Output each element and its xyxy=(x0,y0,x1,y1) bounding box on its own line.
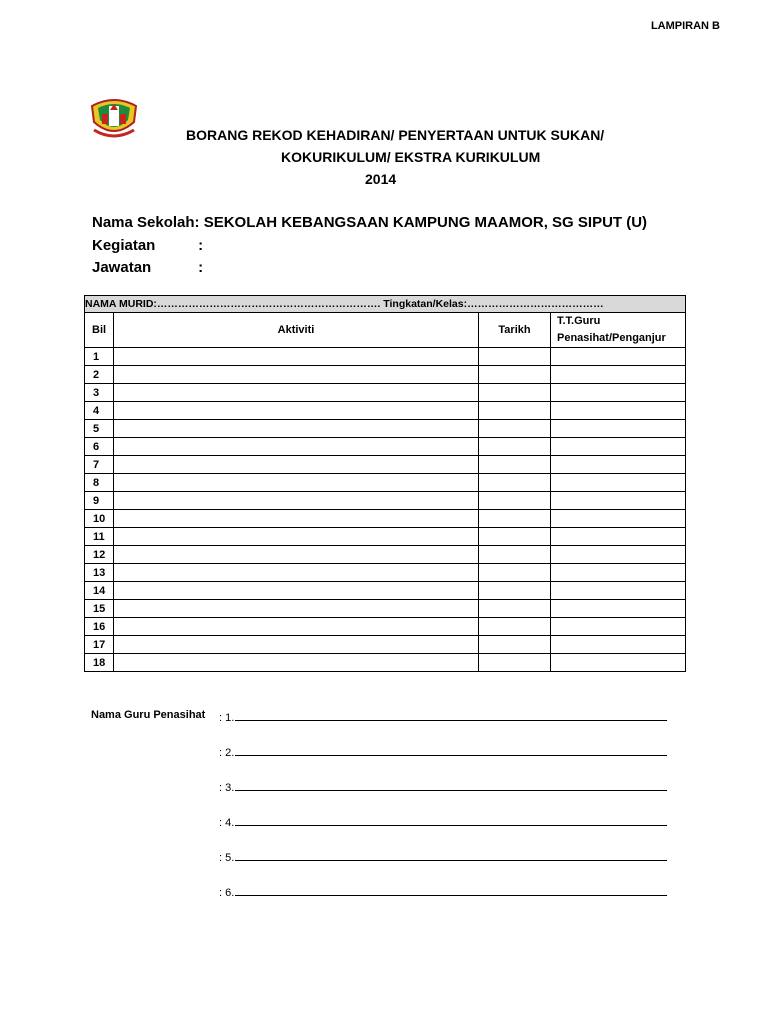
row-number: 13 xyxy=(85,564,114,582)
tt-guru-cell[interactable] xyxy=(551,528,686,546)
table-row xyxy=(85,600,686,618)
aktiviti-cell[interactable] xyxy=(114,510,479,528)
tt-guru-cell[interactable] xyxy=(551,456,686,474)
aktiviti-cell[interactable] xyxy=(114,420,479,438)
tarikh-cell[interactable] xyxy=(479,510,551,528)
row-number: 16 xyxy=(85,618,114,636)
aktiviti-cell[interactable] xyxy=(114,582,479,600)
row-number: 10 xyxy=(85,510,114,528)
table-row xyxy=(85,636,686,654)
guru-line[interactable] xyxy=(219,709,667,724)
kegiatan-row xyxy=(92,237,203,254)
attendance-record-table xyxy=(84,295,686,672)
row-number: 14 xyxy=(85,582,114,600)
row-number: 7 xyxy=(85,456,114,474)
table-row xyxy=(85,456,686,474)
tt-guru-cell[interactable] xyxy=(551,582,686,600)
tt-guru-cell[interactable] xyxy=(551,420,686,438)
tt-guru-cell[interactable] xyxy=(551,564,686,582)
table-row xyxy=(85,474,686,492)
table-body xyxy=(85,348,686,672)
tarikh-cell[interactable] xyxy=(479,456,551,474)
lampiran-label: LAMPIRAN B xyxy=(650,20,720,32)
jawatan-row xyxy=(92,259,203,276)
tt-guru-line-1: T.T.Guru xyxy=(557,315,601,327)
tarikh-cell[interactable] xyxy=(479,474,551,492)
tt-guru-cell[interactable] xyxy=(551,402,686,420)
table-row xyxy=(85,510,686,528)
guru-name-underline[interactable] xyxy=(235,779,667,791)
tt-guru-cell[interactable] xyxy=(551,438,686,456)
guru-name-underline[interactable] xyxy=(235,849,667,861)
table-row xyxy=(85,438,686,456)
school-name-row xyxy=(92,214,647,231)
table-row xyxy=(85,492,686,510)
column-header-tarikh: Tarikh xyxy=(479,313,551,348)
aktiviti-cell[interactable] xyxy=(114,636,479,654)
tarikh-cell[interactable] xyxy=(479,438,551,456)
tarikh-cell[interactable] xyxy=(479,348,551,366)
tarikh-cell[interactable] xyxy=(479,528,551,546)
table-row xyxy=(85,348,686,366)
kegiatan-label: Kegiatan xyxy=(92,237,156,254)
table-row xyxy=(85,564,686,582)
aktiviti-cell[interactable] xyxy=(114,474,479,492)
guru-line-number: : 6. xyxy=(219,887,235,899)
tarikh-cell[interactable] xyxy=(479,600,551,618)
guru-line[interactable] xyxy=(219,849,667,864)
row-number: 4 xyxy=(85,402,114,420)
guru-line-number: : 2. xyxy=(219,747,235,759)
table-row xyxy=(85,384,686,402)
tt-guru-cell[interactable] xyxy=(551,546,686,564)
guru-line-number: : 3. xyxy=(219,782,235,794)
row-number: 8 xyxy=(85,474,114,492)
guru-line[interactable] xyxy=(219,779,667,794)
tarikh-cell[interactable] xyxy=(479,384,551,402)
tarikh-cell[interactable] xyxy=(479,492,551,510)
aktiviti-cell[interactable] xyxy=(114,600,479,618)
tt-guru-cell[interactable] xyxy=(551,636,686,654)
row-number: 5 xyxy=(85,420,114,438)
student-name-field[interactable]: NAMA MURID:………………………………………………………. Tingkatan/Kelas:………………………………… xyxy=(85,296,686,313)
row-number: 15 xyxy=(85,600,114,618)
tarikh-cell[interactable] xyxy=(479,564,551,582)
row-number: 17 xyxy=(85,636,114,654)
table-row xyxy=(85,366,686,384)
row-number: 1 xyxy=(85,348,114,366)
tarikh-cell[interactable] xyxy=(479,636,551,654)
table-row xyxy=(85,420,686,438)
table-row xyxy=(85,654,686,672)
school-name-value: SEKOLAH KEBANGSAAN KAMPUNG MAAMOR, SG SIPUT (U) xyxy=(203,214,648,231)
table-row xyxy=(85,618,686,636)
guru-line-number: : 1. xyxy=(219,712,235,724)
form-title-year: 2014 xyxy=(365,171,397,187)
row-number: 11 xyxy=(85,528,114,546)
row-number: 3 xyxy=(85,384,114,402)
aktiviti-cell[interactable] xyxy=(114,492,479,510)
guru-name-underline[interactable] xyxy=(235,884,667,896)
guru-line[interactable] xyxy=(219,884,667,899)
aktiviti-cell[interactable] xyxy=(114,438,479,456)
aktiviti-cell[interactable] xyxy=(114,348,479,366)
guru-penasihat-label: Nama Guru Penasihat xyxy=(91,709,206,721)
tarikh-cell[interactable] xyxy=(479,402,551,420)
row-number: 18 xyxy=(85,654,114,672)
guru-line-number: : 5. xyxy=(219,852,235,864)
tarikh-cell[interactable] xyxy=(479,582,551,600)
tarikh-cell[interactable] xyxy=(479,366,551,384)
aktiviti-cell[interactable] xyxy=(114,618,479,636)
aktiviti-cell[interactable] xyxy=(114,366,479,384)
guru-line-number: : 4. xyxy=(219,817,235,829)
tt-guru-cell[interactable] xyxy=(551,492,686,510)
school-name-label: Nama Sekolah: xyxy=(92,214,200,231)
tarikh-cell[interactable] xyxy=(479,618,551,636)
row-number: 9 xyxy=(85,492,114,510)
guru-line[interactable] xyxy=(219,744,667,759)
aktiviti-cell[interactable] xyxy=(114,564,479,582)
school-crest-logo xyxy=(88,92,140,142)
aktiviti-cell[interactable] xyxy=(114,654,479,672)
aktiviti-cell[interactable] xyxy=(114,384,479,402)
row-number: 2 xyxy=(85,366,114,384)
column-header-bil: Bil xyxy=(85,313,114,348)
tt-guru-cell[interactable] xyxy=(551,366,686,384)
tt-guru-cell[interactable] xyxy=(551,474,686,492)
guru-name-underline[interactable] xyxy=(235,709,667,721)
row-number: 12 xyxy=(85,546,114,564)
tt-guru-cell[interactable] xyxy=(551,618,686,636)
row-number: 6 xyxy=(85,438,114,456)
jawatan-label: Jawatan xyxy=(92,259,152,276)
tt-guru-cell[interactable] xyxy=(551,600,686,618)
form-title-line-2: KOKURIKULUM/ EKSTRA KURIKULUM xyxy=(281,149,541,165)
column-header-tt-guru xyxy=(551,313,686,348)
form-title-line-1: BORANG REKOD KEHADIRAN/ PENYERTAAN UNTUK SUKAN/ xyxy=(186,127,605,143)
guru-line[interactable] xyxy=(219,814,667,829)
table-row xyxy=(85,546,686,564)
tt-guru-line-2: Penasihat/Penganjur xyxy=(557,332,666,344)
tarikh-cell[interactable] xyxy=(479,420,551,438)
column-header-aktiviti: Aktiviti xyxy=(114,313,479,348)
guru-name-underline[interactable] xyxy=(235,744,667,756)
tt-guru-cell[interactable] xyxy=(551,654,686,672)
tarikh-cell[interactable] xyxy=(479,654,551,672)
tarikh-cell[interactable] xyxy=(479,546,551,564)
jawatan-value[interactable]: : xyxy=(198,259,204,276)
table-row xyxy=(85,528,686,546)
tt-guru-cell[interactable] xyxy=(551,348,686,366)
aktiviti-cell[interactable] xyxy=(114,402,479,420)
aktiviti-cell[interactable] xyxy=(114,456,479,474)
table-row xyxy=(85,402,686,420)
kegiatan-value[interactable]: : xyxy=(198,237,204,254)
tt-guru-cell[interactable] xyxy=(551,510,686,528)
aktiviti-cell[interactable] xyxy=(114,528,479,546)
guru-name-underline[interactable] xyxy=(235,814,667,826)
aktiviti-cell[interactable] xyxy=(114,546,479,564)
tt-guru-cell[interactable] xyxy=(551,384,686,402)
table-row xyxy=(85,582,686,600)
